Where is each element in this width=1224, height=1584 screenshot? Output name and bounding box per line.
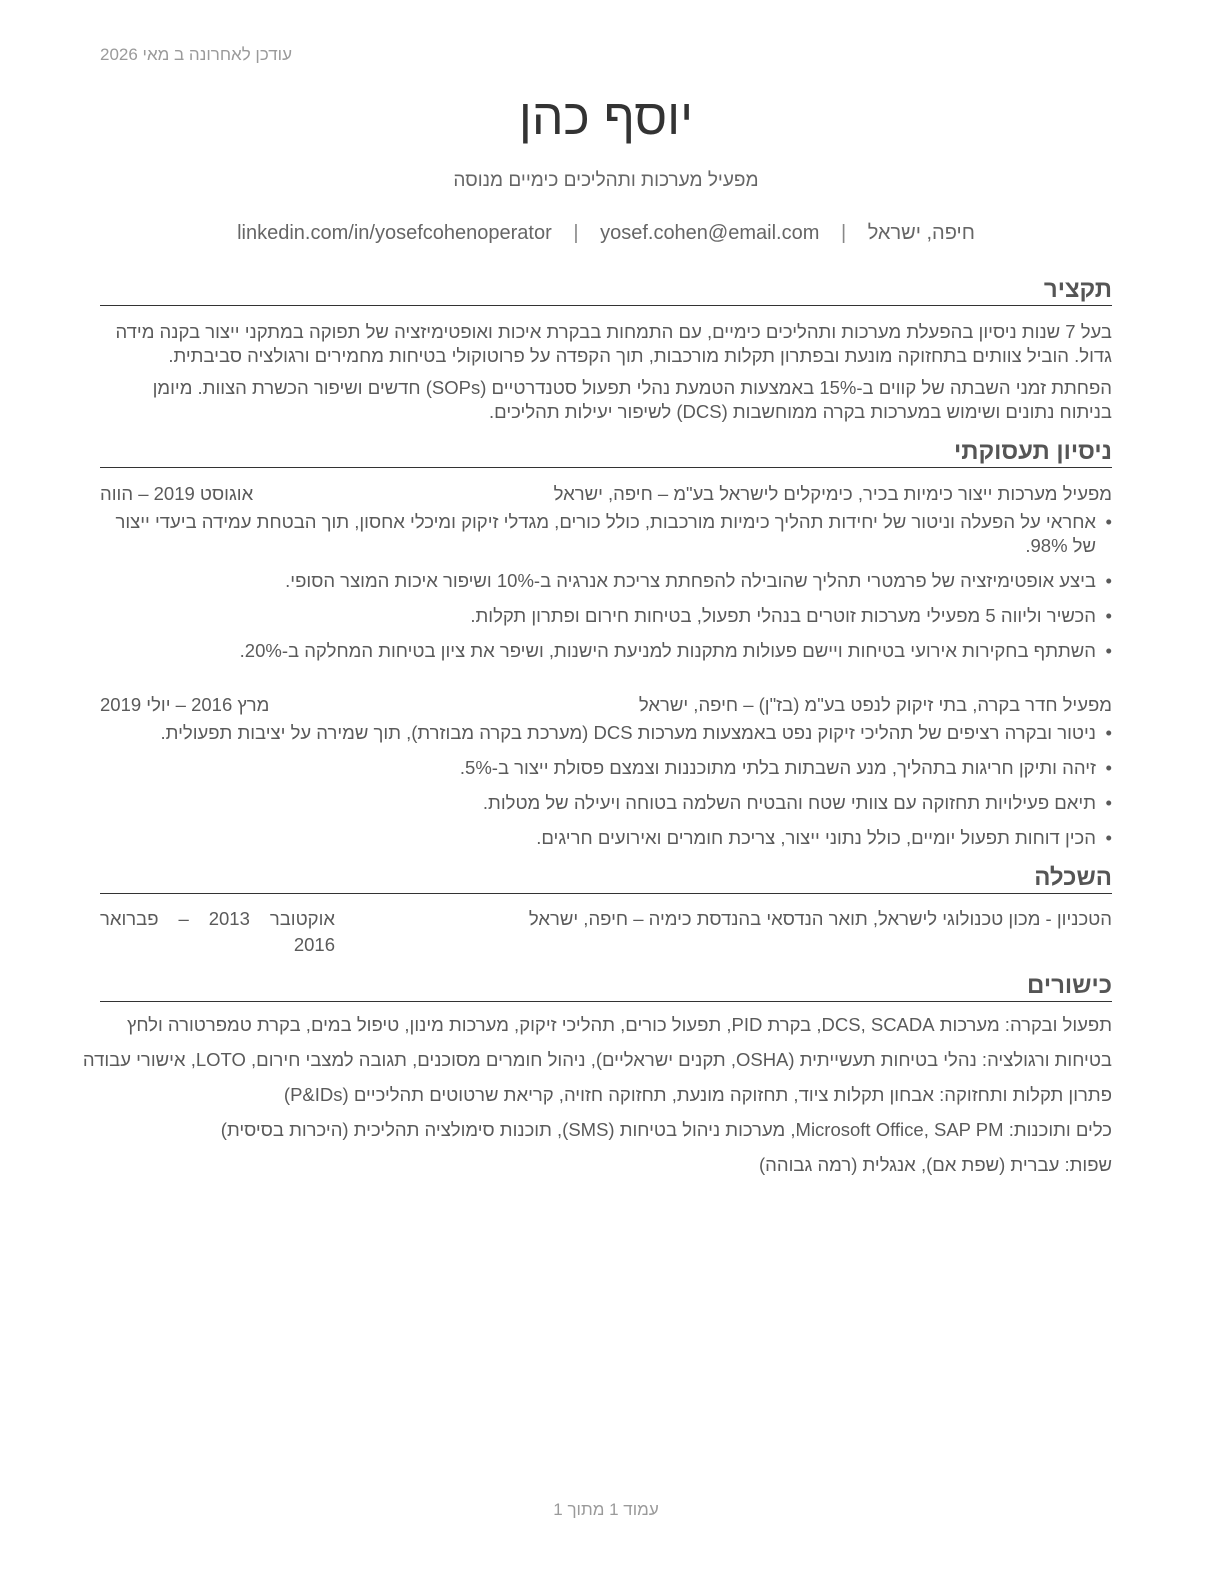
- experience-section: [100, 438, 1112, 850]
- job-bullet: • השתתף בחקירות אירועי בטיחות ויישם פעולות מתקנות למניעת הישנות, ושיפר את ציון בטיחות המחלקה ב-20%.: [100, 639, 1112, 663]
- resume-content: [82, 276, 1112, 1177]
- job-header: [100, 482, 1112, 506]
- candidate-headline: מפעיל מערכות ותהליכים כימיים מנוסה: [453, 170, 759, 191]
- last-updated-text: עודכן לאחרונה ב מאי 2026: [100, 45, 292, 64]
- candidate-name: יוסף כהן: [518, 89, 694, 145]
- job-bullet: • תיאם פעילויות תחזוקה עם צוותי שטח והבטיח השלמה בטוחה ויעילה של מטלות.: [100, 791, 1112, 815]
- job-bullet: • זיהה ותיקן חריגות בתהליך, מנע השבתות בלתי מתוכננות וצמצם פסולת ייצור ב-5%.: [100, 756, 1112, 780]
- job-bullet: • ביצע אופטימיזציה של פרמטרי תהליך שהובילה להפחתת צריכת אנרגיה ב-10% ושיפור איכות המוצר הסופי.: [100, 569, 1112, 593]
- summary-paragraph: הפחתת זמני השבתה של קווים ב-15% באמצעות הטמעת נהלי תפעול סטנדרטיים (SOPs) חדשים ושיפור הכשרת הצוות. מיומן בניתוח נתונים ושימוש במערכות בקרה ממוחשבות (DCS) לשיפור יעילות תהליכים.: [152, 377, 1112, 422]
- skills-section: [82, 972, 1112, 1177]
- job-dates: אוגוסט 2019 – הווה: [100, 483, 254, 504]
- resume-page: [82, 0, 1112, 1584]
- job-bullets: [100, 510, 1112, 663]
- page-number: עמוד 1 מתוך 1: [553, 1500, 659, 1519]
- job-bullet: • ניטור ובקרה רציפים של תהליכי זיקוק נפט באמצעות מערכות DCS (מערכת בקרה מבוזרת), תוך שמירה על יציבות תפעולית.: [100, 721, 1112, 745]
- skills-line: תפעול ובקרה: מערכות DCS, SCADA, בקרת PID, תפעול כורים, תהליכי זיקוק, מערכות מינון, טיפול במים, בקרת טמפרטורה ולחץ: [127, 1014, 1112, 1035]
- education-section: [100, 864, 1112, 958]
- job-role: מפעיל חדר בקרה, בתי זיקוק לנפט בע"מ (בז"ן) – חיפה, ישראל: [638, 694, 1112, 715]
- job-role: מפעיל מערכות ייצור כימיות בכיר, כימיקלים לישראל בע"מ – חיפה, ישראל: [553, 483, 1112, 504]
- skills-line: שפות: עברית (שפת אם), אנגלית (רמה גבוהה): [759, 1154, 1112, 1175]
- experience-heading: ניסיון תעסוקתי: [100, 438, 1112, 468]
- skills-line: פתרון תקלות ותחזוקה: אבחון תקלות ציוד, תחזוקה מונעת, תחזוקה חזויה, קריאת שרטוטים תהליכיים (P&IDs): [283, 1084, 1112, 1105]
- education-dates: אוקטובר 2013 – פברואר 2016: [100, 908, 335, 955]
- job-dates: מרץ 2016 – יולי 2019: [100, 694, 270, 715]
- job-bullet: • הכין דוחות תפעול יומיים, כולל נתוני ייצור, צריכת חומרים ואירועים חריגים.: [100, 826, 1112, 850]
- skills-line: כלים ותוכנות: Microsoft Office, SAP PM, מערכות ניהול בטיחות (SMS), תוכנות סימולציה תהליכית (היכרות בסיסית): [220, 1119, 1112, 1140]
- education-degree: הטכניון - מכון טכנולוגי לישראל, תואר הנדסאי בהנדסת כימיה – חיפה, ישראל: [528, 908, 1112, 929]
- job-bullet: • הכשיר וליווה 5 מפעילי מערכות זוטרים בנהלי תפעול, בטיחות חירום ופתרון תקלות.: [100, 604, 1112, 628]
- skills-line: בטיחות ורגולציה: נהלי בטיחות תעשייתית (OSHA, תקנים ישראליים), ניהול חומרים מסוכנים, תגובה למצבי חירום, LOTO, אישורי עבודה: [82, 1049, 1112, 1070]
- skills-heading: כישורים: [100, 972, 1112, 1002]
- contact-separator: |: [840, 222, 847, 244]
- summary-section: [100, 276, 1112, 424]
- summary-heading: תקציר: [100, 276, 1112, 306]
- location-text: חיפה, ישראל: [867, 222, 975, 244]
- job-bullet: • אחראי על הפעלה וניטור של יחידות תהליך כימיות מורכבות, כולל כורים, מגדלי זיקוק ומיכלי אחסון, תוך הבטחת עמידה ביעדי ייצור של 98%.: [100, 510, 1112, 558]
- education-heading: השכלה: [100, 864, 1112, 894]
- job-entry: [100, 693, 1112, 850]
- summary-paragraph: בעל 7 שנות ניסיון בהפעלת מערכות ותהליכים כימיים, עם התמחות בבקרת איכות ואופטימיזציה של תפוקה במתקני ייצור בקנה מידה גדול. הוביל צוותים בתחזוקה מונעת ובפתרון תקלות מורכבות, תוך הקפדה על פרוטוקולי בטיחות מחמירים ורגולציה סביבתית.: [115, 321, 1112, 366]
- contact-line: [100, 222, 1112, 245]
- job-entry: [100, 482, 1112, 663]
- contact-separator: |: [573, 222, 579, 244]
- linkedin-link[interactable]: linkedin.com/in/yosefcohenoperator: [237, 222, 552, 244]
- job-header: [100, 693, 1112, 717]
- job-bullets: [100, 721, 1112, 850]
- education-entry: [100, 906, 1112, 958]
- email-link[interactable]: yosef.cohen@email.com: [600, 222, 820, 244]
